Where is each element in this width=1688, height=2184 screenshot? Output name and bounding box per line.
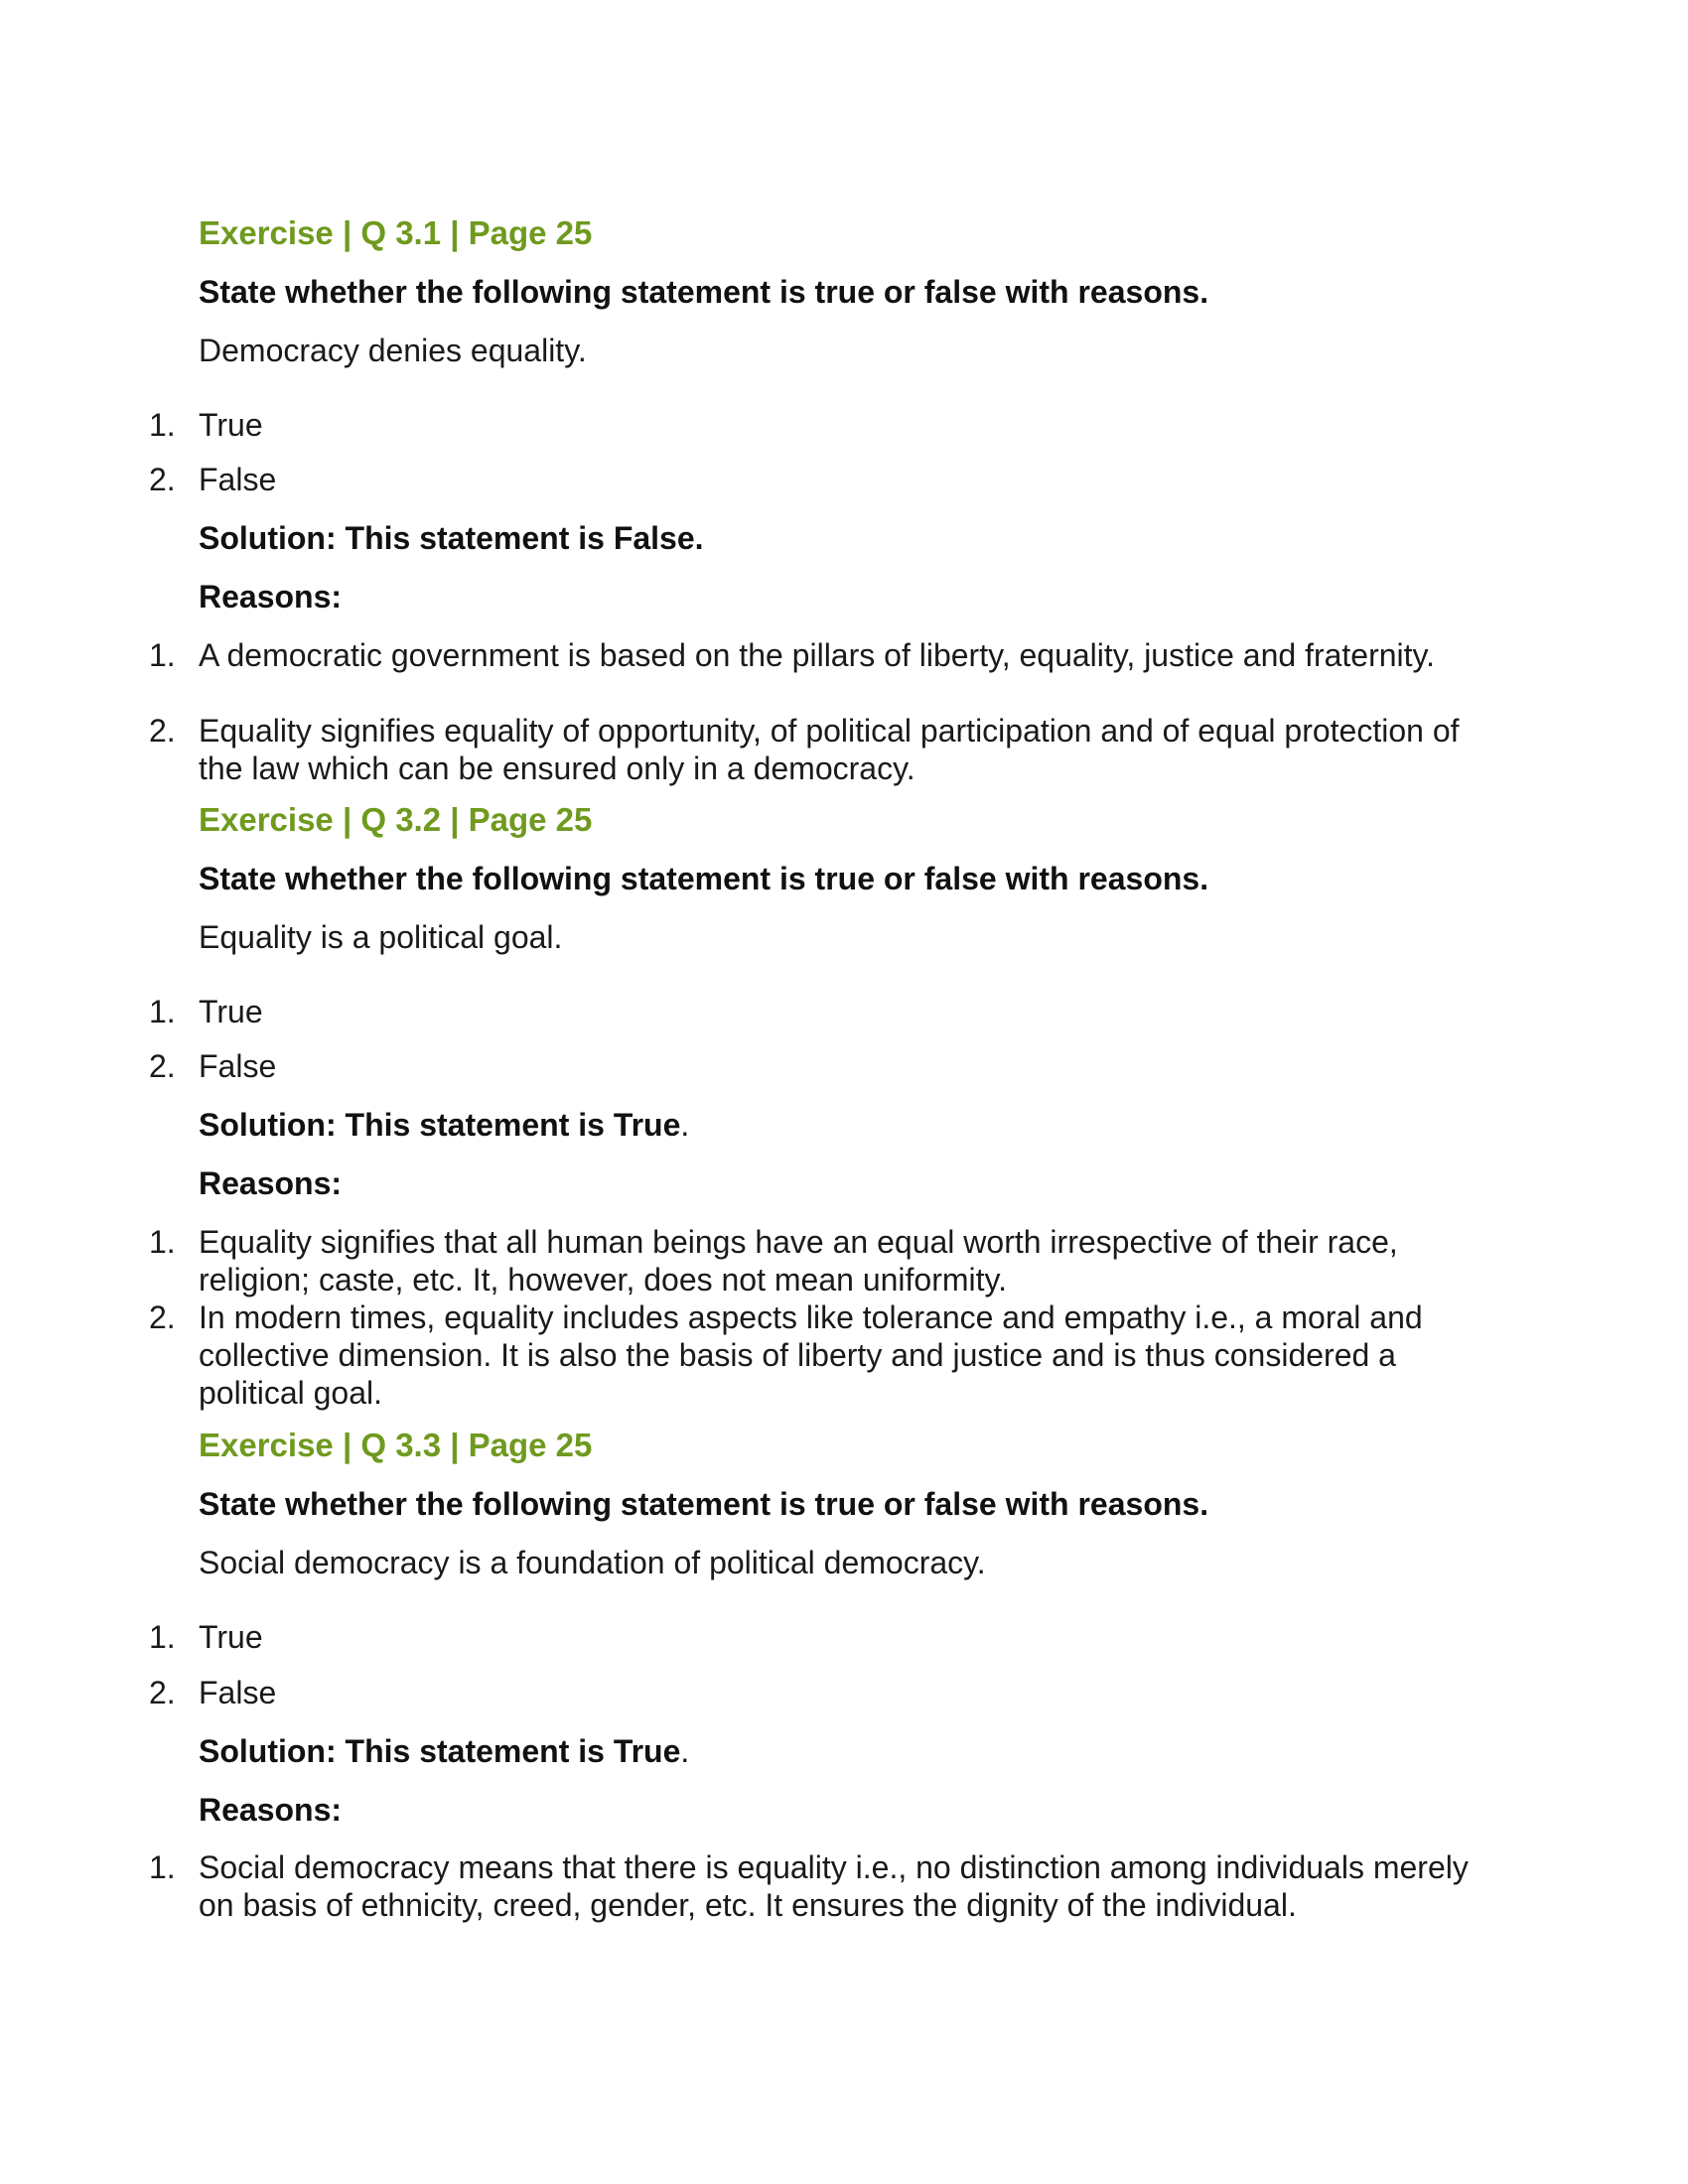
question-heading[interactable]: Exercise | Q 3.2 | Page 25 (199, 801, 593, 838)
option-number: 2. (149, 1048, 176, 1084)
option-item (149, 460, 276, 499)
solution-tail: . (680, 1107, 690, 1143)
reason-text: Social democracy means that there is equality i.e., no distinction among individuals merely on basis of ethnicity, creed, gender, etc. It ensures the dignity of the individual. (199, 1849, 1469, 1923)
option-label: False (199, 462, 277, 497)
reason-number: 2. (149, 713, 176, 749)
reason-text: Equality signifies that all human beings have an equal worth irrespective of their race, religion; caste, etc. It, however, does not mean uniformity. (199, 1224, 1398, 1297)
reasons-label: Reasons: (199, 579, 343, 614)
option-item (149, 992, 263, 1031)
reasons-label: Reasons: (199, 1792, 343, 1828)
option-label: True (199, 994, 263, 1029)
reason-item (149, 636, 1499, 674)
question-statement: Democracy denies equality. (199, 333, 587, 368)
question-heading[interactable]: Exercise | Q 3.1 | Page 25 (199, 214, 593, 251)
reason-number: 2. (149, 1299, 176, 1335)
question-prompt: State whether the following statement is true or false with reasons. (199, 274, 1209, 310)
solution-line (199, 518, 704, 558)
question-prompt: State whether the following statement is true or false with reasons. (199, 1486, 1209, 1522)
reason-text: Equality signifies equality of opportunity, of political participation and of equal protection of the law which can be ensured only in a democracy. (199, 713, 1460, 786)
solution-text: Solution: This statement is True (199, 1733, 681, 1769)
option-number: 1. (149, 407, 176, 443)
question-statement: Equality is a political goal. (199, 919, 563, 955)
question-prompt: State whether the following statement is true or false with reasons. (199, 861, 1209, 896)
option-number: 1. (149, 994, 176, 1029)
solution-line (199, 1731, 689, 1771)
reason-item (149, 1298, 1499, 1412)
solution-line (199, 1105, 689, 1145)
solution-tail: . (680, 1733, 690, 1769)
reason-item (149, 712, 1499, 787)
solution-text: Solution: This statement is True (199, 1107, 681, 1143)
reason-number: 1. (149, 1224, 176, 1260)
option-item (149, 405, 263, 445)
reasons-label: Reasons: (199, 1165, 343, 1201)
solution-text: Solution: This statement is False. (199, 520, 704, 556)
option-item (149, 1673, 276, 1712)
reason-text: A democratic government is based on the pillars of liberty, equality, justice and fraternity. (199, 637, 1436, 673)
reason-number: 1. (149, 1849, 176, 1885)
option-label: False (199, 1048, 277, 1084)
option-number: 1. (149, 1619, 176, 1655)
reason-text: In modern times, equality includes aspects like tolerance and empathy i.e., a moral and collective dimension. It is also the basis of liberty and justice and is thus considered a political goal. (199, 1299, 1423, 1411)
question-statement: Social democracy is a foundation of political democracy. (199, 1545, 986, 1580)
reason-item (149, 1223, 1499, 1298)
option-label: True (199, 407, 263, 443)
question-heading[interactable]: Exercise | Q 3.3 | Page 25 (199, 1427, 593, 1463)
option-number: 2. (149, 462, 176, 497)
option-number: 2. (149, 1675, 176, 1710)
option-item (149, 1046, 276, 1086)
option-label: True (199, 1619, 263, 1655)
option-item (149, 1617, 263, 1657)
option-label: False (199, 1675, 277, 1710)
reason-item (149, 1848, 1499, 1924)
reason-number: 1. (149, 637, 176, 673)
